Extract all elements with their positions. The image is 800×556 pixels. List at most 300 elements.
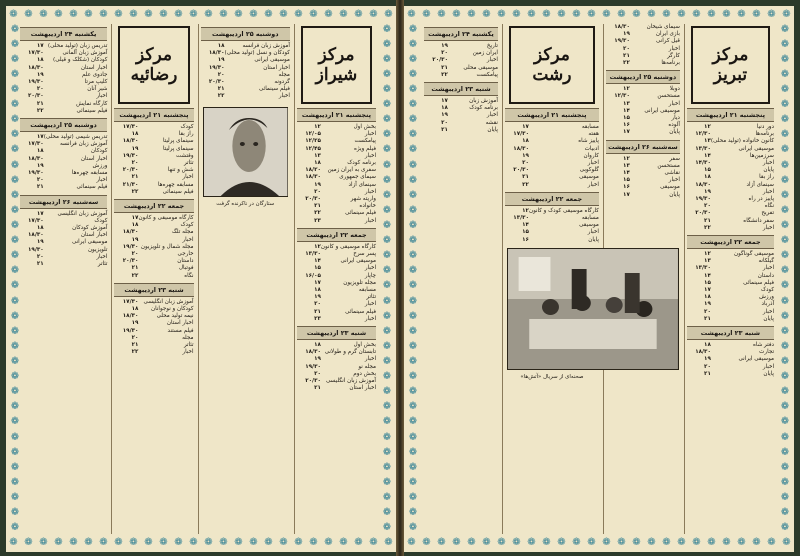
schedule-row — [687, 124, 774, 131]
schedule-row — [20, 72, 108, 79]
schedule-program: موسیقی گوناگون — [733, 251, 774, 258]
schedule-program: کارگاه موسیقی کودک و کانون — [528, 207, 599, 214]
schedule-time: ۱۹/۳۰ — [122, 327, 139, 334]
schedule-time: ۱۹ — [314, 356, 321, 363]
schedule-program: اخبار — [762, 308, 774, 315]
flower-ornament-icon: ❁ — [10, 491, 20, 503]
schedule-program: اخبار — [762, 265, 774, 272]
schedule-time: ۱۵ — [704, 279, 711, 286]
schedule-row — [114, 299, 193, 306]
schedule-program: فیلم سینمائی — [76, 184, 108, 191]
flower-ornament-icon: ❁ — [159, 537, 168, 548]
flower-ornament-icon: ❁ — [279, 537, 288, 548]
flower-ornament-icon: ❁ — [408, 386, 418, 398]
schedule-row — [297, 251, 376, 258]
schedule-program: فیلم سینمائی — [345, 210, 376, 217]
schedule-program: کودک — [180, 124, 194, 130]
schedule-program: اخبار — [668, 45, 680, 52]
schedule-program: مسابقه — [581, 215, 599, 222]
schedule-row — [687, 153, 774, 160]
schedule-time: ۱۸ — [704, 294, 711, 301]
schedule-program: اخبار — [486, 112, 498, 119]
schedule-program: ورزش — [759, 294, 774, 301]
schedule-program: گردونه — [274, 79, 290, 86]
rezaieh-main-column — [111, 24, 195, 534]
flower-ornament-icon: ❁ — [10, 159, 20, 171]
schedule-program: پسر سرخ — [353, 251, 376, 258]
schedule-time: ۱۲/۳۰ — [695, 131, 711, 138]
schedule-row — [687, 258, 774, 265]
schedule-time: ۲۲ — [623, 60, 630, 67]
flower-ornament-icon: ❁ — [10, 325, 20, 337]
rezaieh-schedule-a — [201, 27, 290, 101]
schedule-program: اخبار استان — [80, 155, 108, 162]
schedule-program: سفری به ایران زمین — [327, 167, 376, 174]
schedule-row — [606, 156, 680, 163]
flower-ornament-icon: ❁ — [408, 83, 418, 95]
schedule-time: ۱۲/۲۵ — [305, 138, 321, 145]
schedule-time: ۲۰ — [314, 188, 321, 195]
flower-ornament-icon: ❁ — [408, 491, 418, 503]
flower-ornament-icon: ❁ — [144, 9, 153, 20]
flower-ornament-icon: ❁ — [780, 491, 790, 503]
schedule-row — [20, 156, 108, 163]
schedule-row — [114, 273, 193, 280]
flower-ornament-icon: ❁ — [84, 9, 93, 20]
flower-ornament-icon: ❁ — [354, 9, 363, 20]
schedule-time: ۲۱ — [131, 342, 139, 349]
schedule-row — [606, 129, 680, 136]
schedule-row — [297, 167, 376, 174]
schedule-time: ۲۰ — [704, 363, 711, 370]
schedule-program: اخبار — [364, 152, 376, 159]
schedule-program: کارگر — [667, 52, 680, 59]
day-heading: جمعه ۲۲ اردیبهشت — [297, 228, 376, 242]
schedule-row — [114, 244, 193, 251]
schedule-row — [687, 342, 774, 349]
schedule-program: آذرباد — [761, 301, 774, 308]
flower-ornament-icon: ❁ — [382, 386, 392, 398]
schedule-program: اخبار — [364, 188, 376, 195]
schedule-program: ورزش — [92, 162, 108, 169]
flower-ornament-icon: ❁ — [780, 340, 790, 352]
schedule-program: خانواده — [359, 203, 376, 210]
flower-ornament-icon: ❁ — [780, 174, 790, 186]
schedule-row — [201, 79, 290, 86]
schedule-row — [114, 229, 193, 236]
schedule-time: ۱۷/۳۰ — [28, 50, 44, 57]
schedule-row — [297, 138, 376, 145]
schedule-time: ۱۹ — [36, 162, 44, 169]
portrait-caption: ستارگان در ناکرنده گرفت — [216, 200, 275, 207]
flower-ornament-icon: ❁ — [382, 83, 392, 95]
schedule-time: ۲۱ — [217, 86, 225, 93]
schedule-time: ۱۹/۳۰ — [122, 152, 139, 159]
flower-ornament-icon: ❁ — [339, 537, 348, 548]
flower-ornament-icon: ❁ — [557, 9, 566, 20]
rezaieh-title-box — [118, 26, 189, 104]
flower-ornament-icon: ❁ — [408, 522, 418, 534]
flower-ornament-icon: ❁ — [692, 537, 701, 548]
schedule-program: قیل کرانی — [655, 38, 680, 45]
flower-ornament-icon: ❁ — [527, 9, 536, 20]
schedule-program: کارگاه نمایش — [76, 100, 108, 107]
schedule-row — [606, 53, 680, 60]
schedule-program: سینمای پرلیتا — [162, 145, 194, 152]
schedule-program: شیر آنان — [87, 86, 108, 93]
flower-ornament-icon: ❁ — [384, 537, 393, 548]
schedule-row — [606, 163, 680, 170]
flower-ornament-icon: ❁ — [39, 9, 48, 20]
flower-ornament-icon: ❁ — [767, 9, 776, 20]
schedule-time: ۲۳ — [314, 217, 321, 224]
tabriz-title-box — [691, 26, 770, 104]
schedule-program: آموزش کودکان — [72, 225, 108, 232]
schedule-program: تئاتر — [183, 342, 194, 349]
flower-ornament-icon: ❁ — [10, 204, 20, 216]
schedule-program: راز بقا — [759, 174, 774, 181]
flower-ornament-icon: ❁ — [408, 250, 418, 262]
schedule-program: نگاه — [184, 272, 194, 279]
day-heading: شنبه ۲۳ اردیبهشت — [687, 326, 774, 340]
schedule-program: کلیپ مرتا — [84, 79, 108, 86]
schedule-time: ۱۹ — [217, 57, 225, 64]
schedule-time: ۲۰/۳۰ — [122, 258, 139, 265]
schedule-row — [297, 378, 376, 385]
schedule-time: ۲۲ — [131, 272, 139, 279]
flower-ornament-icon: ❁ — [780, 476, 790, 488]
schedule-row — [297, 287, 376, 294]
flower-ornament-icon: ❁ — [527, 537, 536, 548]
schedule-program: اخبار استان — [80, 64, 108, 71]
schedule-time: ۲۰ — [131, 251, 139, 258]
flower-ornament-icon: ❁ — [408, 38, 418, 50]
flower-ornament-icon: ❁ — [382, 53, 392, 65]
schedule-program: شش و تنها — [167, 167, 194, 174]
flower-ornament-icon: ❁ — [557, 537, 566, 548]
schedule-row — [20, 65, 108, 72]
flower-ornament-icon: ❁ — [408, 23, 418, 35]
schedule-time: ۲۱ — [314, 308, 321, 315]
schedule-program: فوتبال — [178, 265, 194, 272]
flower-ornament-icon: ❁ — [407, 9, 416, 20]
flower-ornament-icon: ❁ — [10, 53, 20, 65]
schedule-row — [114, 138, 193, 145]
flower-ornament-icon: ❁ — [382, 310, 392, 322]
flower-ornament-icon: ❁ — [354, 537, 363, 548]
schedule-row — [201, 72, 290, 79]
flower-ornament-icon: ❁ — [219, 537, 228, 548]
schedule-program: مجله — [278, 71, 290, 78]
flower-ornament-icon: ❁ — [99, 537, 108, 548]
decorative-border-left — [406, 22, 420, 536]
flower-ornament-icon: ❁ — [382, 265, 392, 277]
schedule-time: ۲۰ — [36, 253, 44, 260]
schedule-program: کانون خانواده (تولید محلی) — [710, 138, 774, 145]
schedule-row — [297, 364, 376, 371]
schedule-time: ۱۹ — [131, 145, 139, 152]
schedule-row — [114, 313, 193, 320]
schedule-row — [20, 163, 108, 170]
flower-ornament-icon: ❁ — [780, 401, 790, 413]
flower-ornament-icon: ❁ — [54, 9, 63, 20]
schedule-row — [20, 239, 108, 246]
schedule-time: ۱۷ — [522, 124, 529, 130]
schedule-program: مجله تلگ — [171, 229, 194, 236]
flower-ornament-icon: ❁ — [422, 9, 431, 20]
flower-ornament-icon: ❁ — [294, 537, 303, 548]
flower-ornament-icon: ❁ — [382, 280, 392, 292]
schedule-time: ۱۲ — [623, 86, 630, 93]
schedule-program: جادوی علم — [82, 71, 108, 78]
flower-ornament-icon: ❁ — [39, 537, 48, 548]
schedule-row — [20, 247, 108, 254]
flower-ornament-icon: ❁ — [382, 446, 392, 458]
schedule-row — [687, 301, 774, 308]
schedule-row — [297, 182, 376, 189]
schedule-time: ۱۷ — [314, 279, 321, 286]
schedule-time: ۱۸/۳۰ — [208, 50, 225, 57]
schedule-time: ۱۹ — [704, 188, 711, 195]
schedule-program: وقتشت — [175, 152, 194, 159]
schedule-program: برنامه‌ها — [661, 60, 680, 67]
flower-ornament-icon: ❁ — [10, 174, 20, 186]
schedule-time: ۱۲ — [704, 251, 711, 258]
schedule-row — [297, 189, 376, 196]
schedule-program: هفته — [588, 131, 599, 138]
flower-ornament-icon: ❁ — [114, 9, 123, 20]
flower-ornament-icon: ❁ — [9, 9, 18, 20]
flower-ornament-icon: ❁ — [234, 9, 243, 20]
schedule-time: ۱۸ — [131, 131, 139, 138]
flower-ornament-icon: ❁ — [408, 114, 418, 126]
schedule-program: تئاتر — [366, 294, 376, 301]
schedule-row — [687, 265, 774, 272]
schedule-time: ۲۱ — [131, 265, 139, 272]
schedule-time: ۱۳ — [623, 162, 630, 169]
schedule-program: تاریخ — [486, 43, 498, 49]
flower-ornament-icon: ❁ — [780, 325, 790, 337]
schedule-row — [20, 184, 108, 191]
day-heading: جمعه ۲۲ اردیبهشت — [505, 192, 599, 206]
shiraz-schedule — [297, 108, 376, 393]
flower-ornament-icon: ❁ — [10, 129, 20, 141]
schedule-program: آموزش زبان — [469, 98, 498, 105]
schedule-row — [201, 57, 290, 64]
flower-ornament-icon: ❁ — [10, 144, 20, 156]
flower-ornament-icon: ❁ — [647, 537, 656, 548]
flower-ornament-icon: ❁ — [452, 537, 461, 548]
schedule-program: تئاتر — [183, 160, 194, 167]
schedule-program: اخبار — [668, 100, 680, 107]
flower-ornament-icon: ❁ — [408, 144, 418, 156]
schedule-row — [114, 174, 193, 181]
flower-ornament-icon: ❁ — [339, 9, 348, 20]
schedule-time: ۲۰ — [217, 71, 225, 78]
schedule-time: ۲۱ — [131, 174, 139, 181]
schedule-program: نقاشی — [664, 170, 680, 177]
flower-ornament-icon: ❁ — [752, 537, 761, 548]
flower-ornament-icon: ❁ — [324, 537, 333, 548]
schedule-time: ۲۲ — [704, 224, 711, 231]
flower-ornament-icon: ❁ — [204, 9, 213, 20]
schedule-program: آموزش زبان فرانسه — [242, 43, 290, 49]
schedule-row — [297, 258, 376, 265]
schedule-program: بازی ایران — [655, 31, 680, 38]
schedule-time: ۲۰ — [441, 50, 448, 57]
schedule-row — [297, 218, 376, 225]
schedule-time: ۲۰/۳۰ — [305, 196, 321, 203]
schedule-program: اخبار استان — [166, 320, 194, 327]
schedule-time: ۲۲ — [441, 71, 448, 78]
schedule-time: ۱۳ — [314, 152, 321, 159]
decorative-border-right — [778, 22, 792, 536]
flower-ornament-icon: ❁ — [382, 416, 392, 428]
schedule-time: ۱۸/۳۰ — [28, 64, 44, 71]
flower-ornament-icon: ❁ — [279, 9, 288, 20]
tabriz-column — [684, 24, 776, 534]
schedule-time: ۲۰ — [131, 334, 139, 341]
schedule-program: پیامکست — [354, 138, 376, 145]
flower-ornament-icon: ❁ — [204, 537, 213, 548]
flower-ornament-icon: ❁ — [408, 68, 418, 80]
day-heading: یکشنبه ۲۴ اردیبهشت — [20, 27, 108, 41]
flower-ornament-icon: ❁ — [780, 431, 790, 443]
decorative-border-top — [404, 8, 794, 22]
flower-ornament-icon: ❁ — [10, 114, 20, 126]
schedule-program: پایان — [669, 191, 680, 198]
flower-ornament-icon: ❁ — [264, 537, 273, 548]
schedule-time: ۲۰ — [314, 301, 321, 308]
flower-ornament-icon: ❁ — [99, 9, 108, 20]
schedule-time: ۲۱ — [704, 370, 711, 377]
schedule-time: ۱۸ — [131, 306, 139, 313]
schedule-row — [114, 124, 193, 131]
flower-ornament-icon: ❁ — [780, 461, 790, 473]
flower-ornament-icon: ❁ — [309, 9, 318, 20]
schedule-row — [505, 208, 599, 215]
decorative-border-bottom — [6, 536, 396, 550]
schedule-row — [297, 265, 376, 272]
flower-ornament-icon: ❁ — [780, 507, 790, 519]
schedule-program: مسابقه — [581, 124, 599, 130]
day-heading: پنجشنبه ۲۱ اردیبهشت — [687, 108, 774, 122]
schedule-row — [687, 182, 774, 189]
flower-ornament-icon: ❁ — [219, 9, 228, 20]
schedule-time: ۱۹/۳۰ — [614, 38, 630, 45]
flower-ornament-icon: ❁ — [632, 537, 641, 548]
schedule-time: ۱۶ — [623, 122, 630, 129]
flower-ornament-icon: ❁ — [408, 310, 418, 322]
schedule-time: ۲۰/۳۰ — [513, 167, 529, 174]
schedule-time: ۲۰/۳۰ — [305, 378, 321, 385]
schedule-time: ۱۳/۳۰ — [695, 265, 711, 272]
schedule-program: فیلم سینمائی — [258, 86, 290, 93]
schedule-time: ۱۸ — [704, 342, 711, 349]
schedule-time: ۱۴ — [623, 107, 630, 114]
schedule-program: موسیقی ایرانی — [71, 239, 108, 246]
schedule-time: ۲۱ — [314, 203, 321, 210]
schedule-program: اخبار — [182, 236, 194, 243]
schedule-time: ۱۹/۳۰ — [208, 64, 225, 71]
schedule-time: ۲۲ — [131, 188, 139, 195]
schedule-program: موسیقی — [579, 174, 599, 181]
schedule-program: برنامه‌ها — [755, 131, 774, 138]
schedule-time: ۲۱ — [36, 184, 44, 191]
flower-ornament-icon: ❁ — [10, 68, 20, 80]
decorative-border-right — [380, 22, 394, 536]
schedule-time: ۱۹ — [131, 236, 139, 243]
schedule-row — [297, 385, 376, 392]
flower-ornament-icon: ❁ — [780, 99, 790, 111]
schedule-row — [201, 65, 290, 72]
schedule-program: موسیقی ایرانی — [738, 356, 774, 363]
day-heading: جمعه ۲۲ اردیبهشت — [687, 235, 774, 249]
schedule-row — [201, 50, 290, 57]
schedule-program: تئاتر — [97, 261, 108, 268]
schedule-program: دور دنیا — [756, 124, 774, 130]
schedule-program: بخش اول — [353, 124, 376, 130]
schedule-time: ۱۴ — [704, 152, 711, 159]
flower-ornament-icon: ❁ — [382, 99, 392, 111]
flower-ornament-icon: ❁ — [382, 174, 392, 186]
schedule-time: ۱۷/۳۰ — [28, 141, 44, 148]
schedule-row — [606, 108, 680, 115]
schedule-row — [606, 93, 680, 100]
schedule-time: ۲۰ — [314, 370, 321, 377]
flower-ornament-icon: ❁ — [10, 446, 20, 458]
schedule-time: ۱۴ — [314, 258, 321, 265]
schedule-row — [687, 167, 774, 174]
schedule-time: ۱۸/۳۰ — [513, 145, 529, 152]
schedule-row — [687, 356, 774, 363]
schedule-time: ۱۹ — [704, 356, 711, 363]
schedule-time: ۱۸/۳۰ — [122, 138, 139, 145]
schedule-program: پایان — [763, 370, 774, 377]
decorative-border-top — [6, 8, 396, 22]
schedule-row — [687, 146, 774, 153]
schedule-row — [687, 225, 774, 232]
schedule-program: داستان — [757, 272, 774, 279]
flower-ornament-icon: ❁ — [294, 9, 303, 20]
left-page — [6, 6, 396, 552]
schedule-program: اخبار — [364, 301, 376, 308]
flower-ornament-icon: ❁ — [572, 9, 581, 20]
flower-ornament-icon: ❁ — [722, 537, 731, 548]
flower-ornament-icon: ❁ — [10, 310, 20, 322]
schedule-time: ۱۹ — [131, 320, 139, 327]
schedule-row — [20, 86, 108, 93]
schedule-time: ۱۷/۳۰ — [28, 217, 44, 224]
day-heading: شنبه ۲۳ اردیبهشت — [297, 326, 376, 340]
schedule-row — [424, 72, 498, 79]
schedule-program: پایان — [763, 315, 774, 322]
flower-ornament-icon: ❁ — [437, 537, 446, 548]
schedule-program: تدریس زبان (تولید محلی) — [47, 43, 108, 49]
schedule-time: ۲۲ — [522, 181, 529, 188]
schedule-time: ۱۹ — [36, 239, 44, 246]
schedule-program: کارگاه موسیقی و کانون — [320, 243, 376, 250]
flower-ornament-icon: ❁ — [10, 386, 20, 398]
schedule-program: اخبار — [182, 349, 194, 356]
flower-ornament-icon: ❁ — [129, 537, 138, 548]
tabriz-schedule-2 — [606, 24, 680, 199]
schedule-row — [114, 306, 193, 313]
schedule-time: ۲۱ — [36, 261, 44, 268]
schedule-row — [606, 86, 680, 93]
flower-ornament-icon: ❁ — [692, 9, 701, 20]
schedule-program: پیامکست — [476, 71, 498, 78]
